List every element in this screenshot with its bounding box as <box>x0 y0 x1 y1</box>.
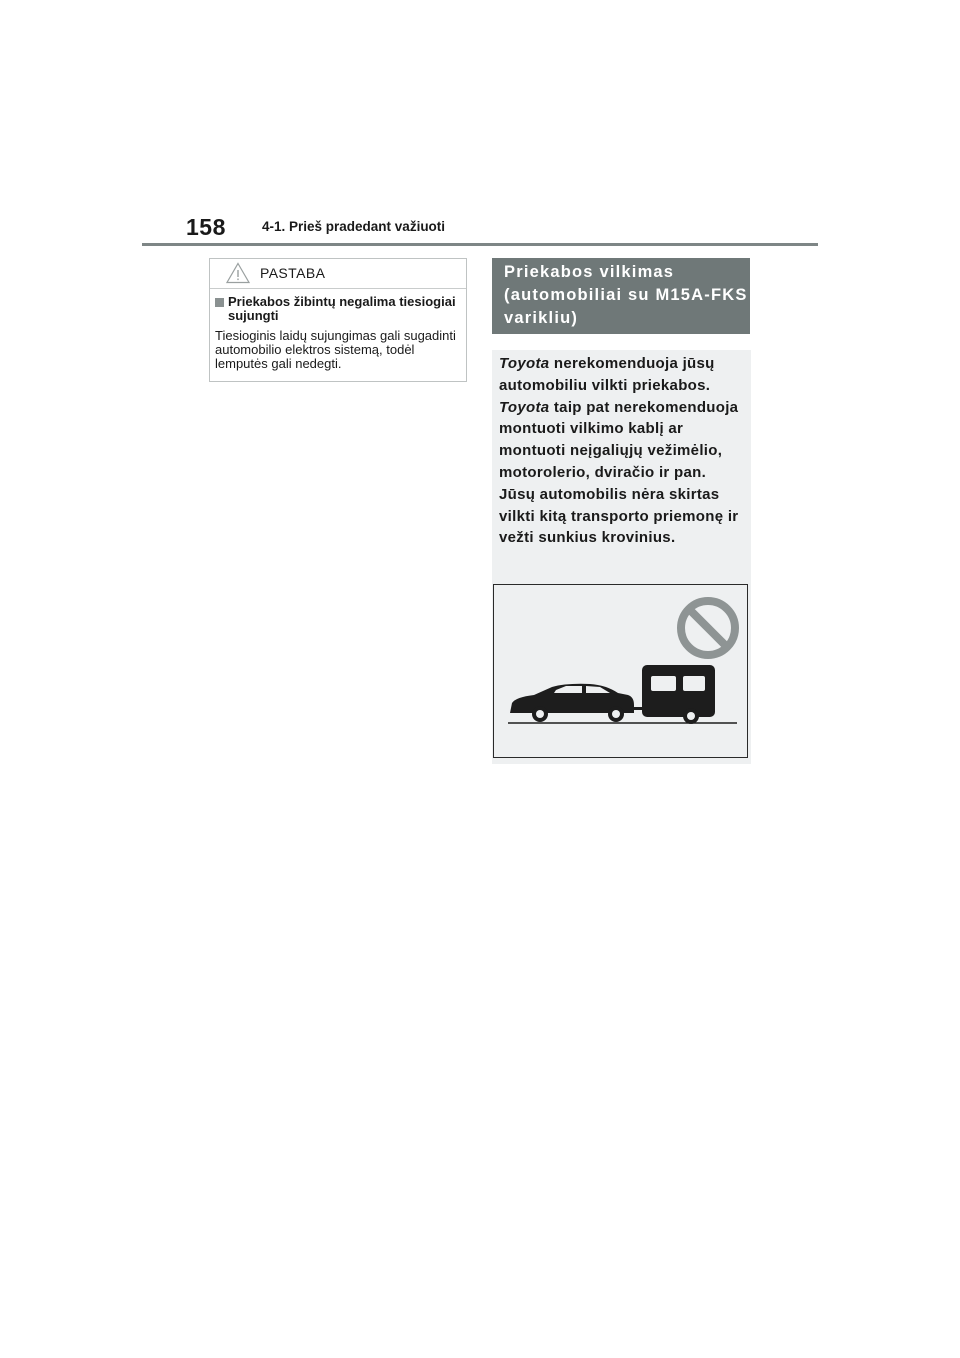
brand-name: Toyota <box>499 355 550 372</box>
square-bullet-icon <box>215 298 224 307</box>
prohibition-icon <box>681 601 735 655</box>
brand-name: Toyota <box>499 398 550 416</box>
header-divider <box>142 243 818 246</box>
towing-illustration <box>493 584 748 758</box>
warning-triangle-icon <box>226 262 250 284</box>
page-number: 158 <box>186 214 226 240</box>
caution-text: Tiesioginis laidų sujungimas gali sugadinti automobilio elektros sistemą, todėl lemputės gali nedegti. <box>215 328 456 371</box>
towing-text-part1: nerekomenduoja jūsų automobiliu vilkti priekabos. <box>499 355 715 394</box>
car-icon <box>510 684 644 722</box>
trailer-icon <box>642 665 715 724</box>
caution-box <box>209 258 467 382</box>
caution-body <box>210 289 466 371</box>
towing-panel <box>492 350 751 764</box>
caution-header <box>210 259 466 289</box>
caution-bullet <box>215 295 460 323</box>
towing-text-part2: taip pat nerekomenduoja montuoti vilkimo kablį ar montuoti neįgaliųjų vežimėlio, motorolerio, dviračio ir pan. Jūsų automobilis nėra skirtas vilkti kitą transporto priemonę ir vežti sunkius krovinius. <box>499 398 739 547</box>
towing-text <box>499 353 744 549</box>
towing-illustration-svg <box>494 585 747 757</box>
towing-section-title: Priekabos vilkimas (automobiliai su M15A-FKS varikliu) <box>492 258 750 334</box>
caution-bullet-title: Priekabos žibintų negalima tiesiogiai sujungti <box>228 294 456 323</box>
section-title: 4-1. Prieš pradedant važiuoti <box>262 219 446 234</box>
caution-label: PASTABA <box>260 265 326 281</box>
